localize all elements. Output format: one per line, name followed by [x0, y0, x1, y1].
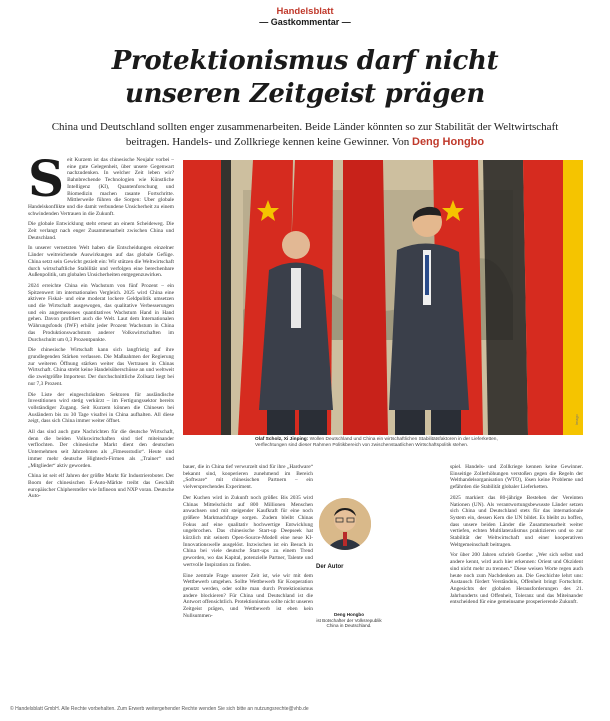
paragraph: 2025 markiert das 80-jährige Bestehen der Vereinten Nationen (UN). Als verantwortungsbewusste Länder setzen sich China und Deutschland stets für das internationale System ein, dessen Kern die UN bildet. Es bleibt zu hoffen, dass unsere beiden Länder die Zusammenarbeit weiter vertiefen, echten Multilateralismus praktizieren und so zur Stabilität der Weltwirtschaft und einer kooperativen Weltgemeinschaft beitragen. — [450, 494, 583, 548]
author-desc-text: ist Botschafter der Volksrepublik China in Deutschland. — [316, 617, 382, 629]
paragraph: bauer, die in China tief verwurzelt sind für ihre „Hardware“ bekannt sind, kooperieren zunehmend im Bereich „Software“ mit chinesischen Partnern – ein vielversprechendes Experiment. — [183, 464, 313, 491]
paragraph: China ist seit elf Jahren der größte Markt für Industrieroboter. Der Boom der chinesischen E-Auto-Märkte treibt das Geschäft europäischer Chiphersteller wie Infineon und NXP voran. Deutsche Auto- — [28, 473, 174, 500]
caption-text: Wollen Deutschland und China ein wirtschaftlichen Stabilitätsfaktoren in der Lieferketten, Verflechtungen sind dieser Rahmen Politikbereich von zwischenstaatlichen Wirtschaftspolitik stehen. — [255, 437, 498, 448]
paragraph: Eine zentrale Frage unserer Zeit ist, wie wir mit dem Wettbewerb umgehen. Sollte Wettbewerb für Kooperation genutzt werden, oder sollte man durch Protektionismus andere blockieren? Für China und Deutschland ist die Antwort offensichtlich. Protektionismus sollte nicht unseren Zeitgeist prägen, und Wettbewerb ist eben kein Nullsummen- — [183, 572, 313, 619]
headline — [0, 45, 610, 111]
paragraph: Vor über 200 Jahren schrieb Goethe: „Wer sich selbst und andere kennt, wird auch hier erkennen: Orient und Okzident sind nicht mehr zu trennen.“ Diese weisen Worte regen auch heute noch zum Nachdenken an. Die Geschichte lehrt uns: Austausch fördert Verständnis, Offenheit bringt Fortschritt. Angesichts der globalen Herausforderungen des 21. Jahrhunderts und Offenheit, Toleranz und das Miteinander entscheidend für eine gemeinsame prosperierende Zukunft. — [450, 552, 583, 606]
right-column — [450, 464, 583, 610]
photo-caption — [255, 437, 500, 449]
deck-text: China und Deutschland sollten enger zusammenarbeiten. Beide Länder könnten so zur Stabilität der Weltwirtschaft beitragen. Handels- und Zollkriege kennen keine Gewinner. Von — [51, 121, 559, 148]
paragraph: Die globale Entwicklung steht erneut an einem Scheideweg. Die Zeit verlangt nach enger Zusammenarbeit zwischen China und Deutschland. — [28, 221, 174, 241]
author-portrait — [319, 498, 371, 550]
article-photo — [183, 160, 583, 435]
paragraph: Der Kuchen wird in Zukunft noch größer. Bis 2035 wird Chinas Mittelschicht auf 800 Millionen Menschen anwachsen und mit steigender Kaufkraft für eine noch größere Marktnachfrage sorgen. Zudem bleibt Chinas Fokus auf eine qualitativ hochwertige Entwicklung ungebrochen. Das chinesische Start-up Deepseek hat kürzlich mit seinem Open-Source-Modell eine neue KI-Innovationswelle ausgelöst. Inzwischen ist ein Besuch in China bei viele deutsche Start-ups zu einem Trend geworden, wo das Kapital, potenzielle Partner, Talente und wertvolle Inspiration zu finden. — [183, 494, 313, 568]
paragraph: Seit Kurzem ist das chinesische Neujahr vorbei – eine gute Gelegenheit, über unsere Gegenwart nachzudenken. In welcher Zeit leben wir? Bahnbrechende Technologien wie Künstliche Intelligenz (KI), Quantenforschung und Biomedizin machen rasante Fortschritte. Mittlerweile führen die Sorgen: Uber globale Handelskonflikte und die damit verbundene Unsicherheit zu einem schwindenden Vertrauen in die Zukunft. — [28, 149, 174, 217]
deck-author: Deng Hongbo — [412, 136, 485, 148]
paragraph: Die Liste der eingeschränkten Sektoren für ausländische Investitionen wird stetig verkürzt – im Fertigungssektor bereits vollständiger Zugang. Seit Kurzem können die Chinesen bei Ausländern bis zu 30 Tage visafrei in China aufhalten. All diese zeigt, dass sich China immer weiter öffnet. — [28, 391, 174, 425]
middle-column-1 — [183, 464, 313, 623]
paragraph: 2024 erreichte China ein Wachstum von fünf Prozent – ein Spitzenwert im internationalen Vergleich. 2025 wird China eine aktivere Fiskal- und eine moderat lockere Geldpolitik umsetzen und die Wirtschaft ausgewogen, das qualitative Verbesserungen und ein angemessenes quantitatives Wachstum Hand in Hand gehen. Davon profitiert auch die Welt. Laut dem Internationalen Währungsfonds (IWF) erhöht jeder Prozent Wachstum in China das Produktionswachstum anderer Volkswirtschaften im Durchschnitt um 0,3 Prozentpunkte. — [28, 282, 174, 343]
headline-line-1: Protektionismus darf nicht — [111, 46, 499, 76]
paragraph: In unserer vernetzten Welt haben die Entscheidungen einzelner Länder weitreichende Auswirkungen auf das globale Gefüge. China setzt sein Gewicht gezielt ein: Wir stützen die Weltwirtschaft durch wirtschaftliche Stabilität und verfolgen eine berechenbare Außenpolitik, um globalen Unsicherheiten entgegenzuwirken. — [28, 245, 174, 279]
photo-credit: Imago — [575, 414, 579, 425]
paragraph: Die chinesische Wirtschaft kann sich langfristig auf ihre grundlegenden Stärken verlassen. Die Maßnahmen der Regierung zur weiteren Öffnung stärken weiter das Vertrauen in Chinas Wirtschaft. China strebt keine Handelsüberschüsse an und weltweit die zweitgrößte Importeur. Der durchschnittliche Zollsatz liegt bei nur 7,3 Prozent. — [28, 347, 174, 387]
deck — [40, 120, 570, 150]
dropcap: S — [28, 149, 65, 208]
footer-copyright: © Handelsblatt GmbH. Alle Rechte vorbehalten. Zum Erwerb weitergehender Rechte wenden Sie sich bitte an nutzungsrechte@vhb.de — [10, 706, 309, 712]
author-box — [316, 498, 378, 598]
author-description — [316, 612, 382, 629]
paragraph: spiel. Handels- und Zollkriege kennen keine Gewinner. Einseitige Zollerhöhungen verstoßen gegen die Regeln der Welthandelsorganisation (WTO), lösen keine Probleme und gefährden die Stabilität globaler Lieferketten. — [450, 464, 583, 491]
brand-label: Handelsblatt — [276, 6, 334, 17]
masthead — [0, 6, 610, 28]
paragraph: All das sind auch gute Nachrichten für die deutsche Wirtschaft, denn die beiden Volkswirtschaften sind tief miteinander verflochten. Der chinesische Markt dient den deutschen Unternehmen seit Jahrzehnten als „Fitnessstudio“. Heute sind immer mehr deutsche Hightech-Firmen als „Trainer“ und „Mitglieder“ aktiv geworden. — [28, 429, 174, 469]
author-photo — [319, 498, 371, 550]
headline-line-2: unseren Zeitgeist prägen — [124, 79, 486, 109]
caption-names: Olaf Scholz, Xi Jinping: — [255, 437, 309, 442]
photo-illustration — [183, 160, 583, 435]
author-name: Deng Hongbo — [333, 612, 365, 617]
rubric-label: — Gastkommentar — — [259, 17, 351, 27]
author-label: Der Autor — [316, 564, 344, 570]
left-column — [28, 149, 174, 504]
